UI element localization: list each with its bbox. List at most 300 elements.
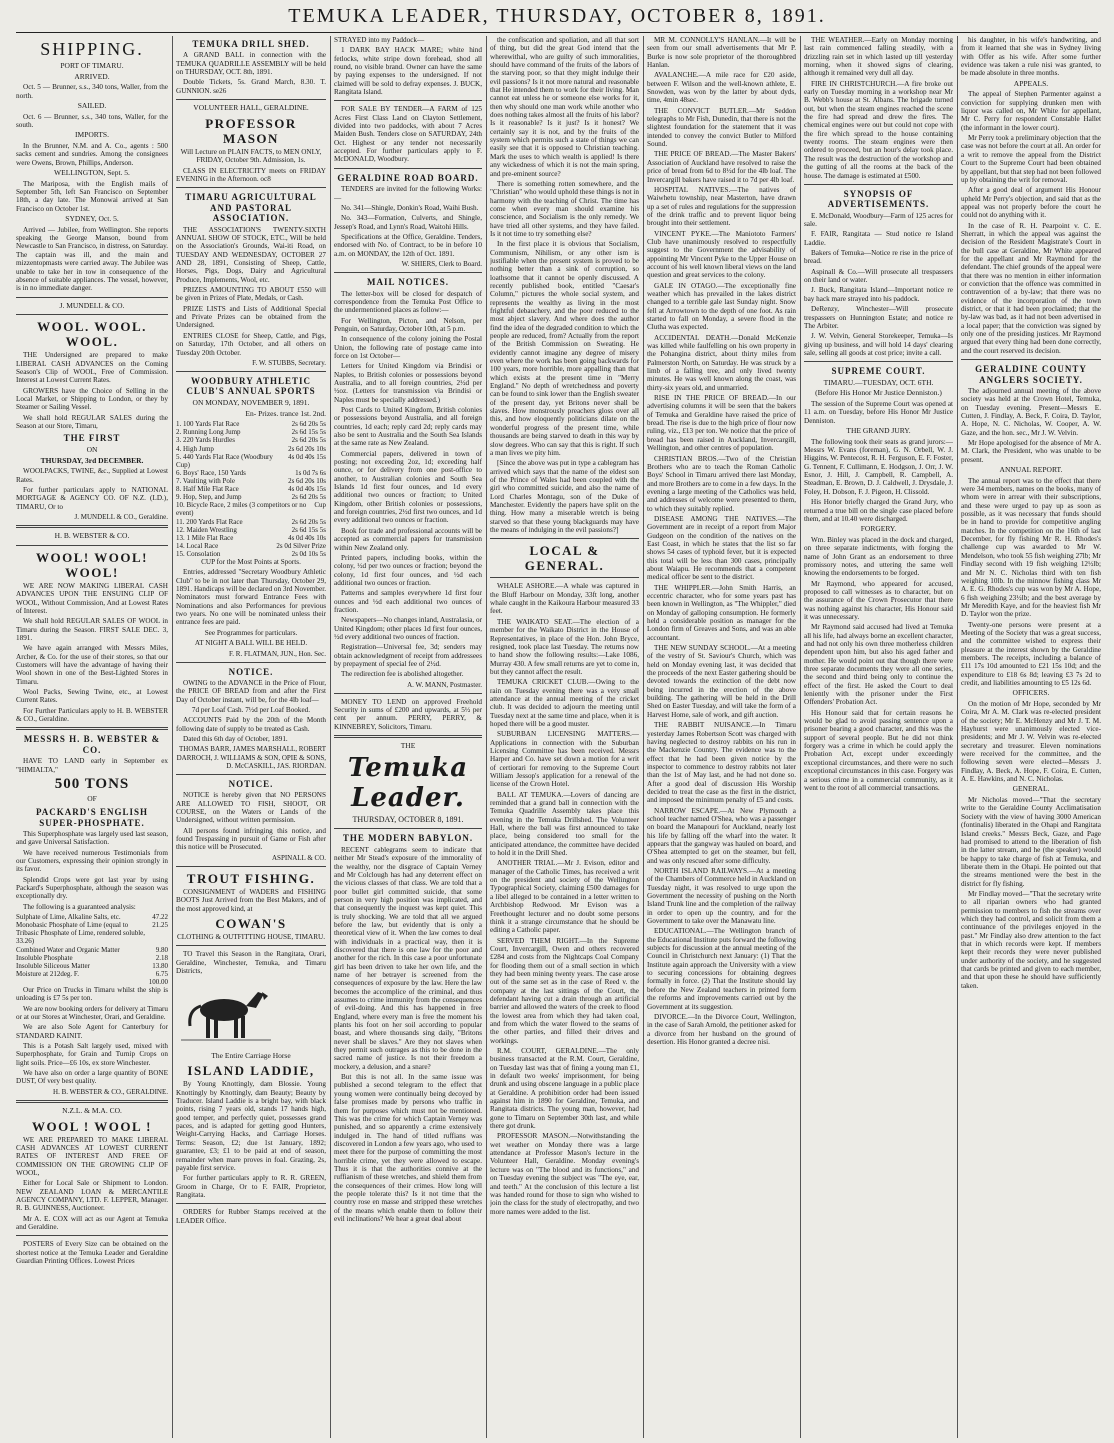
ad-text: WE ARE NOW MAKING LIBERAL CASH ADVANCES UPON THE ENSUING CLIP OF WOOL, Without Commission, And at Lowest Rates of Interest. [16, 581, 168, 615]
sailed-label: SAILED. [77, 100, 107, 110]
ad-text: We have again arranged with Messrs Miles, Archer, & Co. for the use of their stores, so that our Customers will have the advantage of having their Wool shown in one of the Best-Lighted Stores in Timaru. [16, 644, 168, 686]
ad-text: WE ARE PREPARED TO MAKE LIBERAL CASH ADVANCES AT LOWEST CURRENT RATES OF INTEREST AND FREE OF COMMISSION ON THE GROWING CLIP OF WOOL, [16, 1135, 168, 1178]
event-row-value: 2s 6d 20s 5s [291, 493, 326, 502]
ad-text: TO Travel this Season in the Rangitata, Orari, Geraldine, Winchester, Temuka, and Timaru Districts, [176, 950, 326, 975]
event-row-label: 1. 100 Yards Flat Race [176, 420, 240, 429]
separator [334, 272, 482, 273]
ad-text: Our Price on Trucks in Timaru whilst the ship is unloading is £7 5s per ton. [16, 986, 168, 1003]
column-6 [804, 36, 953, 1439]
report-subheading: GENERAL. [1012, 784, 1050, 794]
port-heading: PORT OF TIMARU. [60, 60, 124, 70]
ad-signature: J. MUNDELL & CO., Geraldine. [74, 513, 168, 521]
section-heading: GERALDINE COUNTY ANGLERS SOCIETY. [975, 364, 1087, 385]
arrived-label: ARRIVED. [74, 71, 110, 81]
analysis-row-value: 9.80 [155, 945, 168, 954]
ad-subheading: ON MONDAY, NOVEMBER 9, 1891. [192, 397, 310, 407]
separator [176, 662, 326, 663]
news-item: SUBURBAN LICENSING MATTERS.—Applications in connection with the Suburban Licensing Committee has been received. Messrs Harper and Co. have set down a motion for a writ of certiorari for removing to the Supreme Court William Jessop's application for a renewal of the license of the Crown Hotel. [490, 730, 639, 789]
ad-signature: A. W. MANN, Postmaster. [407, 680, 482, 689]
news-item: PROFESSOR MASON.—Notwithstanding the wet weather on Monday there was a large attendance at Professor Mason's lecture in the Volunteer Hall, Geraldine. Monday evening's lecture was on "The blood and its functions," and on Tuesday evening the subject was "The eye, ear, and teeth." At the conclusion of this lecture a list was handed round for those to sign who wished to join the class for the study of electropathy, and two more names were added to the list. [490, 1132, 639, 1216]
analysis-row-label: Moisture at 212deg. F. [16, 969, 80, 978]
ad-text: We are also Sole Agent for Canterbury for STANDARD KAINIT. [16, 1023, 168, 1040]
event-row [176, 469, 326, 477]
synopsis-item: J. Buck, Rangitata Island—Important notice re bay hack mare strayed into his paddock. [804, 286, 953, 303]
body-text: In consequence of the colony joining the Postal Union, the following rate of postage came into force on 1st October— [334, 335, 482, 360]
separator [176, 1203, 326, 1204]
court-text: The following took their seats as grand jurors:—Messrs W. Evans (foreman), G. N. Orbell, W. J. Higgins, W. Pentecost, R. H. Ferguson, E. F. Foster, G. Tennent, F. Cullimann, E. Hodgson, J. Orr, J. W. Esnor, J. Hill, J. Campbell, R. Campbell, A. Steadman, E. Brown, D. J. Caldwell, J. Drysdale, J. Foley, H. Dobson, F. J. Pigeon, H. Clissold. [804, 437, 953, 496]
ad-text: This Superphosphate was largely used last season, and gave Universal Satisfaction. [16, 829, 168, 847]
event-row [176, 493, 326, 501]
column-divider [172, 36, 173, 1438]
news-item: THE WEATHER.—Early on Monday morning last rain commenced falling steadily, with a drizzling rain set in which lasted up till yesterday morning, when it showed signs of clearing, although it remained very dull all day. [804, 36, 953, 78]
ad-text: ORDERS for Rubber Stamps received at the LEADER Office. [176, 1208, 326, 1225]
court-text: After a good deal of argument His Honour upheld Mr Perry's objection, and said that as the appeal was not properly before the court he could not do anything with it. [961, 186, 1101, 220]
ad-text: Double Tickets, 5s. Grand March, 8.30. T. GUNNION. se26 [176, 78, 326, 95]
ad-text: We shall hold REGULAR SALES OF WOOL in Timaru during the Season. FIRST SALE DEC. 3, 1891. [16, 617, 168, 643]
ad-text: NOTICE is hereby given that NO PERSONS ARE ALLOWED TO FISH, SHOOT, OR COURSE, on the Waters or Lands of the Undersigned, without written permission. [176, 791, 326, 825]
event-row [176, 534, 326, 542]
ad-heading: STRAYED into my Paddock— [334, 36, 425, 44]
news-item: FIRE IN CHRISTCHURCH.—A fire broke out early on Tuesday morning in a workshop near Mr B. Webb's house at St. Albans. The brigade turned out, but when the steam engines reached the scene the fire had spread and drew the fires. The chemical engines were out but could not cope with the fire which spread to the house containing twenty rooms. The steam engines were then ordered to proceed, but an hour's delay took place. The result was the destruction of the workshop and the gutting of all the rooms at the back of the house. The damage is estimated at £500. [804, 79, 953, 180]
wool-heading: WOOL! WOOL! WOOL! [36, 549, 148, 580]
separator [16, 545, 168, 546]
shipping-item: Arrived — Jubilee, from Wellington. She reports speaking the George Manson, bound from Newcastle to San Francisco, in distress, on Saturday. The captain was ill, and the main and mizzentopmasts were carried away. The Jubilee was unable to take her in tow in consequence of the absence of suitable appliances. The vessel, however, is in no immediate danger. [16, 225, 168, 293]
event-row-label: 8. Half Mile Flat Race [176, 485, 239, 494]
ad-text: CONSIGNMENT of WADERS and FISHING BOOTS Just Arrived from the Best Makers, and of the most approved kind, at [176, 887, 326, 913]
separator [334, 828, 482, 829]
column-3 [334, 36, 482, 1439]
ad-text: For further particulars apply to NATIONAL MORTGAGE & AGENCY CO. OF N.Z. (LD.), TIMARU, Or to [16, 485, 168, 511]
event-row [176, 550, 326, 558]
editorial-text: RECENT cablegrams seem to indicate that neither Mr Stead's exposure of the immorality of the wealthy, nor the disgrace of Captain Verney and Mr Colclough has had any deterrent effect on the vicious classes of that class. We are told that a poor bullet girl committed suicide, that some person in very high position was implicated, and that consequently the inquest was kept quiet. This is truly shocking. We are told that all we argued before the law, but evidently that is only a theoretical view of it. When the law comes to deal with individuals in a practical way, then it is discovered that there is one law for the poor and another for the rich. In this case a poor unfortunate girl has been driven to take her own life, and the name of her betrayer is screened from the consequences of exposure by the law. Here the law becomes the accomplice of the criminal, and thus assumes to crime immunity from the consequences of evil-doing. And this has happened in free England, where every man is free the moment his plants his foot on her soil according to popular boast, and where thousands sing daily, "Britons never shall be slaves." Are they not slaves when they permit such outrages as this to be done in the sacred name of justice. Is not their freedom a mockery, a delusion, and a snare? [334, 845, 482, 1071]
editorial-text: But this is not all. In the same issue was published a second telegram to the effect that young women were continually being decoyed by false promises made by persons who traffic in them for purposes which must not be mentioned. This was the crime for which Captain Verney was punished, and so apparently a crime extensively indulged in. The hand of titled ruffians was discovered in London a few years ago, who used to meet there for the purpose of committing the most horrible crime, yet they were allowed to escape. Thus it is that the authorities connive at the ruffianism of these wretches, and shield them from the consequences of their crimes. How long will the people tolerate this? Is it not time that the country rose en masse and stripped these wretches of the means which enable them to follow their evil inclinations? We hear a great deal about [334, 1073, 482, 1223]
imports-label: IMPORTS. [75, 130, 109, 140]
synopsis-item: E. McDonald, Woodbury—Farm of 125 acres for sale. [804, 211, 953, 229]
event-row [176, 501, 326, 517]
shipping-item: The Mariposa, with the English mails of September 5th, left San Francisco on September 18th, a day late. The Monowai arrived at San Francisco on October 1st. [16, 179, 168, 213]
separator [176, 187, 326, 188]
ad-text: FOR SALE BY TENDER—A FARM of 125 Acres First Class Land on Clayton Settlement, divided into two paddocks, with about 7 Acres Maiden Bush. Tenders close on SATURDAY, 24th Oct. Highest or any tender not necessarily accepted. For further particulars apply to F. McDONALD, Woodbury. [334, 105, 482, 164]
separator [804, 184, 953, 185]
ad-header: VOLUNTEER HALL, GERALDINE. [193, 103, 309, 113]
analysis-row-value: 2.18 [155, 953, 168, 962]
wool-heading: WOOL. WOOL. WOOL. [37, 319, 147, 350]
analysis-row-value: 6.75 [155, 969, 168, 978]
news-item: DIVORCE.—In the Divorce Court, Wellington, in the case of Sarah Arnold, the petitioner asked for a divorce from her husband on the ground of desertion. His Honor granted a decree nisi. [647, 1012, 796, 1046]
column-7 [961, 36, 1101, 1439]
body-text: For Wellington, Picton, and Nelson, per Penguin, on Saturday, October 10th, at 5 p.m. [334, 316, 482, 333]
ad-text: We have also on order a large quantity of BONE DUST, Of very best quality. [16, 1069, 168, 1086]
analysis-row [16, 970, 168, 978]
ad-subheading: OF [87, 794, 97, 804]
separator [176, 99, 326, 100]
ad-text: THE ASSOCIATION'S TWENTY-SIXTH ANNUAL SHOW OF STOCK, ETC., Will be held on the Association's Grounds, Wai-iti Road, on TUESDAY AND WEDNESDAY, OCTOBER 27 AND 28, 1891, Consisting of Sheep, Cattle, Horses, Pigs, Dogs, Dairy and Agricultural Produce, Implements, Wool, etc. [176, 225, 326, 284]
dateline: SYDNEY, Oct. 5. [65, 214, 119, 224]
event-row [176, 445, 326, 453]
synopsis-item: DeRenzy, Winchester—Will prosecute trespassers on Hunnington Estate; and notice re The Arbiter. [804, 305, 953, 330]
news-item: R.M. COURT, GERALDINE.—The only business transacted at the R.M. Court, Geraldine, on Tuesday last was that of fining a young man £1, in default two weeks' imprisonment, for being drunk and using obscene language in a public place at Geraldine. A prohibition order had been issued against him in 1890 for Geraldine, Temuka, and Rangitata districts. The young man, however, had gone to Timaru on September 30th last, and while there got drunk. [490, 1047, 639, 1131]
ad-text: ACCOUNTS Paid by the 20th of the Month following date of supply to be treated as Cash. [176, 716, 326, 733]
news-item: WHALE ASHORE.—A whale was captured in the Bluff Harbour on Monday, 33ft long, another whale caught in the Kaikoura Harbour measured 33 feet. [490, 582, 639, 616]
ad-text: WOOLPACKS, TWINE, &c., Supplied at Lowest Rates. [16, 467, 168, 484]
body-text: Letters for United Kingdom via Brindisi or Naples, to British colonies or possessions beyond Australia, and to all foreign countries, 2½d per ½oz. (Letters for transmission via Brindisi or Naples must be specially addressed.) [334, 362, 482, 404]
dateline: WELLINGTON, Sept. 5. [54, 168, 130, 178]
news-item: EDUCATIONAL.—The Wellington branch of the Educational Institute puts forward the following subjects for discussion at the annual meeting of the Council in Christchurch next January: (1) That the Institute again approach the University with a view to securing concessions for obtaining degrees formally in force. (2) That the Institute should lay before the New Zealand teachers in printed form the reforms and improvements carried out by the Government at its suggestion. [647, 927, 796, 1011]
news-item: AVALANCHE.—A mile race for £20 aside, between F. Wilson and the well-known athlete, E. Snowden, was won by the latter by about dyds, time, 4min 48sec. [647, 71, 796, 105]
ad-heading: NOTICE. [228, 666, 274, 677]
event-row [176, 428, 326, 436]
ad-text: Dated this 6th day of October, 1891. [183, 735, 288, 744]
event-row-label: 14. Local Race [176, 541, 219, 550]
section-heading: LOCAL & GENERAL. [524, 543, 605, 574]
report-text: The adjourned annual meeting of the above society was held at the Crown Hotel, Temuka, on Tuesday evening. Present—Messrs E. Cutten, J. Findlay, A. Beck, F. Coira, D. Taylor, A. Hope, N. C. Nicholas, W. Cooper, A. W. Gaze, and the hon. sec., Mr J. W. Velvin. [961, 386, 1101, 437]
ad-text: POSTERS of Every Size can be obtained on the shortest notice at the Temuka Leader and Geraldine Guardian Printing Offices. Lowest Prices [16, 1240, 168, 1266]
separator [16, 727, 168, 730]
analysis-row-value: 13.80 [152, 961, 168, 970]
event-row-value: 2s 6d 20s 10s [288, 476, 326, 485]
analysis-row-label: Combined Water and Organic Matter [16, 945, 120, 954]
ad-text: Wool Packs, Sewing Twine, etc., at Lowest Current Rates. [16, 688, 168, 705]
event-row-label: 3. 220 Yards Hurdles [176, 436, 235, 445]
ad-text: MONEY TO LEND on approved Freehold Security in sums of £200 and upwards, at 5½ per cent per annum. PERRY, PERRY, & KINNEBREY, Solicitors, Timaru. [334, 697, 482, 731]
event-row-value: 2s 6d 15s 5s [291, 428, 326, 437]
event-row [176, 477, 326, 485]
court-text: The appeal of Stephen Parmenter against a conviction for supplying drunken men with liquor was called on, Mr White for appellant, Mr C. Perry for respondent Constable Hallet (the informant in the lower court). [961, 90, 1101, 132]
column-1 [16, 36, 168, 1439]
ad-text: We have received numerous Testimonials from our Customers, expressing their opinion strongly in its favor. [16, 848, 168, 874]
event-row [176, 485, 326, 493]
event-row-label: 5. 440 Yards Flat Race (Woodbury Cup) [176, 452, 273, 469]
column-4 [490, 36, 639, 1439]
ad-subheading: THE FIRST [63, 433, 121, 444]
body-text: Commercial papers, delivered in town of posting; not exceeding 2oz, 1d; exceeding half ounce, or for delivery from one post-office to another, to Australian colonies and South Sea Islands 1d first four ounces, and 1d every additional two ounces or fraction; to United Kingdom, other British colonies or possessions, and foreign countries, 2½d first two ounces, and 1d every additional two ounces or fraction. [334, 449, 482, 525]
news-item: THE NEW SUNDAY SCHOOL.—At a meeting of the vestry of St. Saviour's Church, which was held on Monday evening last, it was decided that the proceeds of the next Easter gathering should be devoted towards the extinction of the debt now being incurred in the erection of the above building. The gathering will be held in the Drill Shed on Easter Tuesday, and will take the form of a Harvest Home, sale of work, and gift auction. [647, 644, 796, 719]
body-text: Registration—Universal fee, 3d; senders may obtain acknowledgment of receipt from addressees by prepayment of special fee of 2½d. [334, 643, 482, 668]
event-row-value: 2s 0d 10s 5s [291, 549, 326, 558]
event-row-value: 4s 0d 40s 10s [288, 533, 326, 542]
court-text: Mr Perry took a preliminary objection that the case was not before the court at all. An order for a writ to remove the appeal from the District Court to the Supreme Court had been obtained by appellant, but that step had not been followed up by obtaining the writ for removal. [961, 134, 1101, 184]
court-text: His Honor briefly charged the Grand Jury, who returned a true bill on the single case placed before them, and at 10.40 were discharged. [804, 498, 953, 523]
news-item: THE WAIKATO SEAT.—The election of a member for the Waikato District in the House of Representatives, in place of the Hon. John Bryce, resigned, took place last Tuesday. The returns now to hand show the following results:—Lake 1086, Murray 430. A few small returns are yet to come in, but they cannot affect the result. [490, 617, 639, 676]
shipping-item: Oct. 5 — Brunner, s.s., 340 tons, Waller, from the north. [16, 83, 168, 100]
ad-subheading: ON [86, 444, 98, 454]
ad-heading: COWAN'S [215, 915, 287, 931]
news-item: SERVED THEM RIGHT.—In the Supreme Court, Invercargill, Owen and others recovered £284 and costs from the Nightcaps Coal Company for flooding them out of a small section in which they had been mining twenty years. The case arose out of the same set as in the case of Reed v. the company at the last sittings of the Court, the defendant having cut a drain through an artificial barrier and allowed the waters of the creek to flood the lowest area from which they had taken coal, and from which the water flowed to the seams of the other parties, and filled their drives and workings. [490, 936, 639, 1045]
event-row-label: 6. Boys' Race, 150 Yards [176, 468, 246, 477]
ad-text: This is a Potash Salt largely used, mixed with Superphosphate, for Grain and Turnip Crops on light soils. Price—£6 10s, ex store Winchester. [16, 1042, 168, 1067]
report-text: Twenty-one persons were present at a Meeting of the Society that was a great success, and the committee wished to express their pleasure at the interest shown by the Geraldine members. The receipts, including a balance of £11 17s 10d amounted to £21 15s 10d; and the expenditure to £18 6s 8d; leaving £3 7s 2d to credit, and liabilities amounting to £5 12s 6d. [961, 620, 1101, 687]
wool-heading: WOOL ! WOOL ! [31, 1118, 153, 1134]
phosphate-heading: PACKARD'S ENGLISH SUPER-PHOSPHATE. [35, 807, 149, 828]
event-row-value: Cup [314, 501, 326, 510]
ad-text: OWING to the ADVANCE in the Price of Flour, the PRICE OF BREAD from and after the First Day of October instant, will be, for the 4lb loaf— [176, 679, 326, 704]
ad-text: No. 343—Formation, Culverts, and Shingle, Jessep's Road, and Lynn's Road, Waitohi Hills. [334, 214, 482, 231]
analysis-row [16, 946, 168, 954]
analysis-table [16, 913, 168, 986]
news-item: ANOTHER TRIAL.—Mr J. Evison, editor and manager of the Catholic Times, has received a writ on the president and society of the Wellington Typographical Society, claiming £500 damages for a libel alleged to be contained in a letter written to Archbishop Redwood. Mr Evison was a Freethought lecturer and no doubt some persons think it a strange circumstance that he should be editing a Catholic paper. [490, 859, 639, 935]
ad-text: TENDERS are invited for the following Works:— [334, 185, 482, 202]
editorial-text: the confiscation and spoliation, and all that sort of thing, but did the great God intend that the wherewithal, who are guilty of such immoralities, should have command of the fruits of the labors of the starving poor, so that they might indulge their evil passions? Is it not more natural and reasonable that He intended them to work for their living. Man cannot eat unless he or someone else works for it, then why should one man work while another who does nothing takes almost all the fruits of his labor? Is it reasonable? Is it just? Is it honest? We certainly say it is not, and by the fruits of the system which permits such a state of things we can easily see that it is opposed to Christian teaching. Mark the uses to which wealth is applied! Is there any wickedness of which it is not the main spring, and pre-eminent source? [490, 36, 639, 178]
separator [176, 866, 326, 867]
court-text: Mr Raymond said accused had lived at Temuka all his life, had always borne an excellent character, and had not only his own three motherless children dependent upon him, but also his aged father and mother. He would point out that though there were three separate documents they were all one series, the second and third being only to continue the effect of the first. He asked the Court to deal leniently with the prisoner under the First Offenders' Probation Act. [804, 623, 953, 707]
event-row-label: 15. Consolation [176, 549, 221, 558]
ad-text: By Young Knottingly, dam Blossie. Young Knottingly by Knottingly, dam Beauty; Beauty by Traducer. Island Laddie is a bright bay, with black points, rising 7 years old, stands 17 hands high, good temper, and perfectly quiet, possesses grand paces, and is adapted for getting good Hunters, Weight-Carrying Hacks, and Carriage Horses. Terms: Season, £2; due 1st January, 1892; guarantee, £3; £1 to be paid at end of season, remainder when mare proves in foal. Grazing, 2s, payable first service. [176, 1080, 326, 1172]
synopsis-item: F. FAIR, Rangitata — Stud notice re Island Laddie. [804, 230, 953, 247]
event-row-label: 12. Maiden Wrestling [176, 525, 237, 534]
ad-text: Splendid Crops were got last year by using Packard's Superphosphate, although the season was exceptionally dry. [16, 875, 168, 901]
court-text: Wm. Binley was placed in the dock and charged, on three separate indictments, with forging the name of John Grant as an endorsement to three promissory notes, and uttering the same well knowing the endorsements to be forged. [804, 535, 953, 578]
issue-date: THURSDAY, OCTOBER 8, 1891. [352, 815, 464, 825]
shipping-item: In the Brunner, N.M. and A. Co., agents : 500 sacks cement and sundries. Among the consignees were Owens, Brown, Phillips, Anderson. [16, 142, 168, 167]
separator [490, 538, 639, 539]
ad-heading: PROFESSOR MASON [205, 115, 297, 146]
tons-banner: 500 TONS [54, 776, 130, 793]
editorial-text: [Since the above was put in type a cablegram has arrived which says that the name of the eldest son of the Prince of Wales had been coupled with the girl who committed suicide, and also the name of Lord Charles Montagu, son of the Duke of Manchester. Evidently the papers have split on the thing. How many a miserable wretch is being starved so that these young blackguards may have the means of indulging in the evil passions?] [490, 459, 639, 534]
analysis-row-label: Insoluble Siliceous Matter [16, 961, 90, 970]
analysis-row [16, 913, 168, 921]
separator [334, 100, 482, 101]
separator [176, 945, 326, 946]
news-item: GALE IN OTAGO.—The exceptionally fine weather which has prevailed in the lakes district changed to a terrible gale last Sunday night. Snow fell at Arrowtown to the depth of one foot. As rain started to fall on Monday, a severe flood in the Clutha was expected. [647, 281, 796, 332]
report-text: Mr Nicholas moved—"That the secretary write to the Geraldine County Acclimatisation Society with the view of having 3000 American (fontinalis) liberated in the Ohapi and Rangitata Island creeks." Messrs Beck, Gaze, and Page had promised to attend to the liberation of fish in the latter stream, and he (the speaker) would be happy to take charge of fish at Temuka, and liberate them in the Ohapi. He pointed out that the streams mentioned were the best in the district for fly fishing. [961, 796, 1101, 888]
event-row [176, 420, 326, 428]
body-text: The redirection fee is abolished altogether. [341, 670, 464, 679]
event-row-label: 4. High Jump [176, 444, 214, 453]
ad-heading: ISLAND LADDIE, [187, 1063, 315, 1079]
report-subheading: ANNUAL REPORT. [999, 465, 1063, 475]
analysis-row-value: 47.22 [152, 913, 168, 922]
sale-date: THURSDAY, 3rd DECEMBER. [40, 455, 144, 465]
ad-text: Either for Local Sale or Shipment to London. NEW ZEALAND LOAN & MERCANTILE AGENCY COMPANY, LTD. F. LEPPER, Manager. R. B. GUINNESS, Auctioneer. [16, 1179, 168, 1213]
ad-signature: ASPINALL & CO. [272, 853, 326, 862]
editorial-text: In the first place it is obvious that Socialism, Communism, Nihilism, or any other ism is justifiable when the present system is proved to be nothing better than a sink of corruption, so loathsome that it cannot be openly discussed. A recently published book, entitled "Caesar's Column," pictures the whole social system, and represents the wealthy as living in the most frightful debauchery, and the poor reduced to the most abject slavery. And where does the author find the idea of the degraded condition to which the people are reduced, from? Actually from the report of the British Commission on Sweating. He evidently cannot imagine any degree of misery even where the work has been going backwards for 100 years, more horrible, more appalling than that which exists at the present time in "Merry England." No depth of wretchedness and poverty can be found to sink lower than the English sweater of the present day, yet Britons never shall be slaves. How monstrously preachers gloss over all this, and how eloquently politicians dilate on the wonderful progress of the present time, while thousands are being starved to death in this way by slow degrees. Who can say that this is right. If such a man lives we pity him. [490, 240, 639, 457]
court-subheading: FORGERY. [860, 524, 897, 534]
ad-signature: F. R. FLATMAN, JUN., Hon. Sec. [228, 649, 326, 658]
news-item: CHRISTIAN BROS.—Two of the Christian Brothers who are to teach the Roman Catholic Boys' School in Timaru arrived there last Monday, and more Brothers are to come in a few days. In the evening a large meeting of the Catholics was held, and addresses of welcome were presented to them, to which they suitably replied. [647, 454, 796, 513]
body-text: Post Cards to United Kingdom, British colonies or possessions beyond Australia, and all foreign countries, 1d each; reply card 2d; reply cards may also be sent to Australia and the South Sea Islands at the same rate as New Zealand. [334, 406, 482, 448]
analysis-row-value: 21.25 [152, 921, 168, 930]
ad-text: AT NIGHT A BALL WILL BE HELD. [194, 639, 308, 648]
ad-text: THE Undersigned are prepared to make LIBERAL CASH ADVANCES on the Coming Season's Clip of WOOL, Free of Commission. Interest at Lowest Current Rates. [16, 351, 168, 385]
analysis-row-label: Sulphate of Lime, Alkaline Salts, etc. [16, 913, 121, 922]
report-text: On the motion of Mr Hope, seconded by Mr Coira, Mr A. M. Clark was re-elected president of the society; Mr E. McHenzy and Mr J. T. M. Hayhurst were unanimously elected vice-presidents; and Mr J. W. Velvin was re-elected secretary and treasurer. Eleven nominations were received for the committee, and the following seven were elected—Messrs J. Findlay, A. Beck, A. Hope, F. Coira, E. Cutten, A. E. Hawkins, and N. C. Nicholas. [961, 700, 1101, 784]
event-row [176, 436, 326, 444]
news-item: THE WHIPPLER.—John Smith Harris, an eccentric character, who for some years past has been known in Wellington, as "The Whippler," died on Monday of galloping consumption. He formerly held a considerable position as manager for the London firm of Greaves and Sons, and was an able accountant. [647, 583, 796, 642]
ad-text: Will Lecture on PLAIN FACTS, to MEN ONLY, FRIDAY, October 9th. Admission, 1s. [180, 148, 322, 165]
body-text: The letter-box will be closed for despatch of correspondence from the Temuka Post Office to the undermentioned places as follow:— [334, 289, 482, 315]
analysis-row [16, 978, 168, 986]
separator [176, 774, 326, 775]
section-heading: MAIL NOTICES. [366, 277, 450, 288]
report-text: Mr Hope apologised for the absence of Mr A. M. Clark, the President, who was unable to be present. [961, 439, 1101, 464]
body-text: Printed papers, including books, within the colony, ½d per two ounces or fraction; beyond the colony, 1d first four ounces, and ½d each additional two ounces or fraction. [334, 553, 482, 587]
news-item: NARROW ESCAPE.—At New Plymouth a school teacher named O'Shea, who was a passenger on board the Manapouri for Auckland, nearly lost his life by falling off the wharf into the water. It appears that the gangway was hauled on board, and O'Shea attempted to get on the steamer, but fell, and was only rescued after some difficulty. [647, 806, 796, 865]
event-row-label: 13. 1 Mile Flat Race [176, 533, 234, 542]
page-masthead: TEMUKA LEADER, THURSDAY, OCTOBER 8, 1891. [288, 5, 826, 27]
ad-header: J. MUNDELL & CO. [59, 300, 125, 310]
court-text: Mr Raymond, who appeared for accused, proposed to call witnesses as to character, but on the assurance of the Crown Prosecutor that there was nothing against his character, His Honour said it was unnecessary. [804, 579, 953, 621]
body-text: Patterns and samples everywhere 1d first four ounces and ½d each additional two ounces of fraction. [334, 589, 482, 614]
event-row-value: 2s 6d 15s 5s [291, 525, 326, 534]
news-item: ACCIDENTAL DEATH.—Donald McKenzie was killed while faulfelling on his own property in the Pohangina district, about thirty miles from Palmerston North, on Saturday. He was struck by a limb of a falling tree, and only lived twenty minutes. He was well known along the coast, was thirty-six years old, and unmarried. [647, 333, 796, 392]
ad-text: ENTRIES CLOSE for Sheep, Cattle, and Pigs, on Saturday, 17th October, and all others on Tuesday 20th October. [176, 331, 326, 357]
ad-text: For further particulars apply to R. R. GREEN, Groom in Charge, Or to F. FAIR, Proprietor, Rangitata. [176, 1174, 326, 1199]
court-text: his daughter, in his wife's handwriting, and from it learned that she was in Sydney living with Offer as his wife. After some further evidence was taken a rule nisi was granted, to be made absolute in three months. [961, 36, 1101, 78]
ad-text: PRIZES AMOUNTING TO ABOUT £550 will be given in Prizes of Plate, Medals, or Cash. [176, 286, 326, 303]
event-row-label: 7. Vaulting with Pole [176, 476, 235, 485]
section-heading: SYNOPSIS OF ADVERTISEMENTS. [827, 188, 930, 210]
separator [16, 525, 168, 528]
event-row-value: 4s 0d 40s 15s [288, 485, 326, 494]
column-2 [176, 36, 326, 1439]
news-item: THE PRICE OF BREAD.—The Master Bakers' Association of Auckland have resolved to raise the price of bread from 6d to 8½d for the 4lb loaf. The Invercargill bakers have raised it to 7d per 4lb loaf. [647, 150, 796, 184]
news-item: THE RABBIT NUISANCE.—In Timaru yesterday James Robertson Scott was charged with having neglected to destroy rabbits on his run in the Mackenzie Country. The evidence was to the effect that he had been given notice by the inspector to commence to destroy rabbits not later than the 1st of May last, and he had not done so. After a good deal of discussion His Worship decided to treat the case as the first in the district, and imposed the minimum penalty of £5 and costs. [647, 721, 796, 805]
ad-signature: THOMAS BARR, JAMES MARSHALL, ROBERT DARROCH, J. WILLIAMS & SON, OPIE & SONS, D. McCASKILL, JAS. RIORDAN. [176, 745, 326, 770]
event-row-value: 2s 6d 20s 5s [291, 420, 326, 429]
event-row-value: 2s 0d Silver Prize [276, 541, 326, 550]
ad-text: A GRAND BALL in connection with the TEMUKA QUADRILLE ASSEMBLY will be held on THURSDAY, OCT. 8th, 1891. [176, 51, 326, 77]
synopsis-item: Bakers of Temuka—Notice re rise in the price of bread. [804, 249, 953, 266]
ad-subheading: The Entire Carriage Horse [211, 1050, 291, 1060]
analysis-row-label: Insoluble Phosphate [16, 953, 73, 962]
report-text: The annual report was to the effect that there were 34 members, names on the books, many of whom were in arrear with their subscriptions, and these were urged to pay up as soon as possible, as it was necessary that funds should be in hand to provide for competitive angling matches. In the competition on the 16th of last December, for fly fishing Mr R. H. Rhodes's challenge cup was awarded to Mr W. Mendelson, who took 55 fish weighing 27lb; Mr Findlay second with 19 fish weighing 12½lb; and Mr N. C. Nicholas third with ten fish weighing 10lb. In the minnow fishing class Mr A. E. G. Rhodes's cup was won by Mr A. Hope, 6 fish weighing 23½lb; and the best average by Mr Meredith Kaye, and for the heaviest fish Mr D. Taylor won the prize. [961, 476, 1101, 619]
event-row [176, 542, 326, 550]
events-table [176, 420, 326, 558]
analysis-row [16, 921, 168, 945]
column-divider [643, 36, 644, 1438]
news-item: THE CONVICT BUTLER.—Mr Seddon telegraphs to Mr Fish, Dunedin, that there is not the slightest foundation for the statement that it was intended to convey the convict Butler to Milford Sound. [647, 106, 796, 149]
column-5 [647, 36, 796, 1439]
ad-signature: H. B. WEBSTER & CO., GERALDINE. [53, 1087, 168, 1096]
body-text: Book for trade and professional accounts will be accepted as commercial papers for transmission within New Zealand only. [334, 526, 482, 552]
event-row-value: 4s 0d 40s 15s [288, 452, 326, 461]
analysis-row-label [16, 978, 149, 986]
event-row-value: 2s 6d 20s 5s [291, 436, 326, 445]
separator [16, 314, 168, 315]
separator [16, 1100, 168, 1103]
event-row-label: 2. Running Long Jump [176, 428, 241, 437]
ad-heading: WOODBURY ATHLETIC CLUB'S ANNUAL SPORTS [186, 375, 316, 397]
separator [490, 577, 639, 578]
separator [16, 1235, 168, 1236]
ad-heading: TROUT FISHING. [186, 870, 316, 886]
report-subheading: OFFICERS. [1012, 688, 1050, 698]
news-item: NORTH ISLAND RAILWAYS.—At a meeting of the Chambers of Commerce held in Auckland on Tuesday night, it was resolved to urge upon the Government the necessity of pushing on the North Island Trunk line and the completion of the railway in order to open up the country, and for the Government to take over the Manawatu line. [647, 867, 796, 926]
court-dateline: TIMARU.—TUESDAY, OCT. 6TH. [823, 377, 934, 387]
news-item: HOSPITAL NATIVES.—The natives of Waiwhetu township, near Masterton, have drawn up a set of rules and regulations for the suppression of the drink traffic and to prevent liquor being brought into their settlement. [647, 185, 796, 228]
masthead-rule [16, 32, 1098, 33]
ad-text: Entries, addressed "Secretary Woodbury Athletic Club" to be in not later than Thursday, October 29, 1891. Handicaps will be declared on 3rd November. Nominators must forward Entrance Fees with Nominations and also Performances for previous two years. No one will be nominated unless their entrance fees are paid. [176, 568, 326, 627]
separator [961, 359, 1101, 360]
ad-text: We are now booking orders for delivery at Timaru or at our Stores at Winchester, Orari, and Geraldine. [16, 1004, 168, 1022]
events-header: En- Prizes. trance 1st. 2nd. [245, 408, 326, 418]
news-item: BALL AT TEMUKA.—Lovers of dancing are reminded that a grand ball in connection with the Temuka Quadrille Assembly takes place this evening in the Temuka Drillshed. The Volunteer Hall, where the ball was first announced to take place, being considered too small for the anticipated attendance, the committee have decided to hold it in the Drill Shed. [490, 790, 639, 858]
court-text: The session of the Supreme Court was opened at 11 a.m. on Tuesday, before His Honor Mr Justice Denniston. [804, 400, 953, 425]
report-text: Mr Findlay moved—"That the secretary write to all riparian owners who had granted permission to members to fish the streams over which they had control, and solicit from them a continuance of the privileges enjoyed in the past." Mr Findlay also drew attention to the fact that in which records were kept. If members kept their records they were never published under authority of the society, and he suggested that cards be printed and given to each member, and that upon these he should have sufficiently taken. [961, 889, 1101, 990]
separator [16, 297, 168, 298]
shipping-item: Oct. 6 — Brunner, s.s., 340 tons, Waller, for the south. [16, 112, 168, 129]
court-text: In the case of R. H. Pearpoint v. C. E. Sherratt, in which the appeal was against the decision of the Resident Magistrate's Court in the bull case at Geraldine, Mr White appeared for the appellant and Mr Raymond for the defendant. The chief grounds of the appeal were that there was no mention in either information or conviction that the offence was committed in contravention of a by-law; that there was no evidence of the incorporation of the town district, or that it had been proclaimed; that the by-law was bad, as it had not been advertised in a local paper; that the conviction was signed by only one of the presiding justices. Mr Raymond argued that every thing had been done correctly, and the court reserved its decision. [961, 221, 1101, 355]
event-row [176, 518, 326, 526]
event-row [176, 453, 326, 469]
synopsis-item: J. W. Velvin, General Storekeeper, Temuka—Is giving up business, and will hold 14 days' clearing sale, selling all goods at cost price; invite a call. [804, 332, 953, 357]
shipping-heading: SHIPPING. [40, 39, 144, 59]
news-item: RISE IN THE PRICE OF BREAD.—In our advertising columns it will be seen that the bakers of Temuka and Geraldine have raised the price of bread. The rise is due to the high price of flour now ruling, viz., £13 per ton. We notice that the price of bread has been raised in Auckland, Invercargill, Wellington, and other centres of population. [647, 394, 796, 453]
body-text: Newspapers—No changes inland, Australasia, or United Kingdom; other places 1d first four ounces, ½d every additional two ounces of fraction. [334, 616, 482, 641]
editorial-heading: THE MODERN BABYLON. [342, 833, 474, 844]
ad-text: 1 DARK BAY HACK MARE; white hind fetlocks, white stripe down forehead, shod all round, no visible brand. Owner can have the same by paying expenses to the undersigned. If not claimed will be sold to defray expenses. J. BUCK, Rangitata Island. [334, 46, 482, 97]
column-divider [800, 36, 801, 1438]
ad-heading: TIMARU AGRICULTURAL AND PASTORAL ASSOCIATION. [185, 192, 317, 224]
editorial-text: There is something rotten somewhere, and the "Christian" who would uphold these things is not in harmony with the teaching of Christ. The time has come when every man should examine his conscience, and Socialism is the only remedy. We have tried all other systems, and they have failed. Is it not time to try something else? [490, 179, 639, 238]
separator [334, 693, 482, 694]
ad-text: PRIZE LISTS and Lists of Additional Special and Private Prizes can be obtained from the Undersigned. [176, 304, 326, 330]
analysis-row [16, 962, 168, 970]
horse-illustration [176, 980, 276, 1044]
separator [334, 168, 482, 169]
separator [176, 371, 326, 372]
event-row [176, 526, 326, 534]
column-divider [330, 36, 331, 1438]
separator [804, 361, 953, 362]
court-subheading: APPEALS. [1013, 78, 1049, 88]
masthead-the: THE [400, 741, 416, 751]
ad-header: H. B. WEBSTER & CO. [54, 531, 130, 541]
ad-signature: W. SHIERS, Clerk to Board. [401, 260, 482, 268]
event-row-label: 11. 200 Yards Flat Race [176, 517, 243, 526]
news-item: DISEASE AMONG THE NATIVES.—The Government are in receipt of a report from Major Gudgeon on the condition of the natives on the East Coast, in which he states that the list so far shows 54 cases of typhoid fever, but it is expected this total will be less than 300 cases, principally about Waiapu. He recommends that a competent medical officer be sent to the district. [647, 514, 796, 582]
news-item: VINCENT PYKE.—The Maniototo Farmers' Club have unanimously resolved to respectfully suggest to the Government the advisability of appointing Mr Vincent Pyke to the Upper House on account of his well known liberal views on the land question and great services to the colony. [647, 229, 796, 280]
analysis-row-value: 100.00 [148, 977, 168, 986]
court-subheading: THE GRAND JURY. [846, 426, 911, 436]
ad-text: HAVE TO LAND early in September ex "HIMIALTA," [16, 757, 168, 774]
analysis-row-label: Monobasic Phosphate of Lime (equal to Tribasic Phosphate of Lime, rendered soluble, 33.26) [16, 921, 146, 946]
ad-signature: F. W. STUBBS, Secretary. [252, 358, 326, 367]
column-divider [957, 36, 958, 1438]
ad-text: CLOTHING & OUTFITTING HOUSE, TIMARU. [177, 932, 325, 941]
column-divider [486, 36, 487, 1438]
separator [334, 735, 482, 738]
event-row-value: 1s 0d 7s 6s [295, 468, 326, 477]
ad-header: N.Z.L. & M.A. CO. [62, 1105, 122, 1115]
event-row-value: 2s 6d 20s 10s [288, 444, 326, 453]
ad-text: We shall hold REGULAR SALES during the Season at our Store, Timaru, [16, 413, 168, 431]
ad-text: No. 341—Shingle, Donkin's Road, Waihi Bush. [341, 203, 479, 212]
ad-text: The following is a guaranteed analysis: [23, 902, 136, 911]
newspaper-nameplate: Temuka Leader. [347, 752, 469, 813]
ad-text: All persons found infringing this notice, and found Trespassing in pursuit of Game or Fish after this notice will be Prosecuted. [176, 826, 326, 852]
ad-heading: GERALDINE ROAD BOARD. [337, 172, 479, 183]
news-item: MR M. CONNOLLY'S HANLAN.—It will be seen from our small advertisements that Mr P. Burke is now sole proprietor of the thoroughbred Hanlan. [647, 36, 796, 70]
ad-heading: NOTICE. [228, 778, 274, 789]
court-dateline: (Before His Honor Mr Justice Denniston.) [815, 388, 942, 398]
ad-text: GROWERS have the Choice of Selling in the Local Market, or Shipping to London, or they by Steamer or Sailing Vessel. [16, 386, 168, 412]
court-text: His Honour said that for certain reasons he would be glad to avoid passing sentence upon a prisoner bearing a good character, and this was the support of several people. But he did not think forgery was a crime in which he could apply the Probation Act, except under exceedingly exceptional circumstances, and there were no such exceptional circumstances in this case. Forgery was a serious crime in a commercial community, as it went to the root of all commercial transactions. [804, 708, 953, 792]
event-row-label: 9. Hop, Step, and Jump [176, 493, 242, 502]
event-row-label: 10. Bicycle Race, 2 miles (3 competitors or no event) [176, 501, 307, 518]
ad-text: CUP for the Most Points at Sports. [201, 558, 301, 567]
ad-text: See Programmes for particulars. [204, 628, 298, 637]
news-item: TEMUKA CRICKET CLUB.—Owing to the rain on Tuesday evening there was a very small attendance at the annual meeting of the cricket club. It was decided to adjourn the meeting until Tuesday next at the same time and place, when it is hoped there will be a good muster. [490, 678, 639, 728]
event-row-value: 2s 6d 20s 5s [291, 517, 326, 526]
ad-text: For Further Particulars apply to H. B. WEBSTER & CO., Geraldine. [16, 706, 168, 724]
ad-text: Mr A. E. COX will act as our Agent at Temuka and Geraldine. [16, 1214, 168, 1232]
ad-text: Specifications at the Office, Geraldine. Tenders, endorsed with No. of Contract, to be in before 10 a.m. on MONDAY, the 12th of Oct. 1891. [334, 232, 482, 258]
ad-text: CLASS IN ELECTRICITY meets on FRIDAY EVENING in the Afternoon. oc8 [176, 166, 326, 184]
ad-heading: TEMUKA DRILL SHED. [192, 39, 310, 49]
ad-heading: MESSRS H. B. WEBSTER & CO. [23, 734, 161, 755]
synopsis-item: Aspinall & Co.—Will prosecute all trespassers on their land or water. [804, 267, 953, 285]
